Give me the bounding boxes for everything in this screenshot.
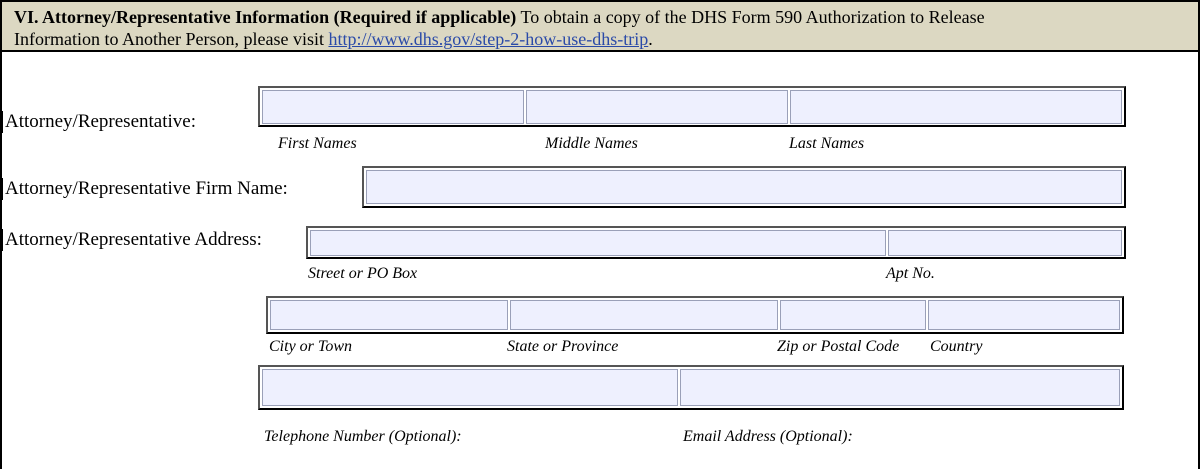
street-field-group — [306, 226, 1126, 259]
header-line-2 — [14, 29, 653, 50]
last-name-field[interactable] — [790, 90, 1122, 124]
first-name-field[interactable] — [262, 90, 524, 124]
middle-name-field[interactable] — [526, 90, 788, 124]
telephone-caption: Telephone Number (Optional): — [264, 428, 462, 445]
state-field[interactable] — [510, 300, 778, 330]
first-names-caption: First Names — [278, 135, 357, 152]
country-field[interactable] — [928, 300, 1120, 330]
email-caption: Email Address (Optional): — [683, 428, 853, 445]
last-names-caption: Last Names — [789, 135, 865, 152]
name-label: Attorney/Representative: — [2, 111, 196, 133]
section-intro: To obtain a copy of the DHS Form 590 Authorization to Release — [516, 7, 985, 27]
contact-field-group — [258, 365, 1124, 410]
city-caption: City or Town — [269, 338, 352, 355]
email-field[interactable] — [680, 369, 1120, 406]
header-line-1 — [14, 7, 985, 28]
firm-field-group — [362, 166, 1126, 208]
apt-field[interactable] — [888, 230, 1122, 256]
firm-label: Attorney/Representative Firm Name: — [2, 178, 288, 200]
address-label: Attorney/Representative Address: — [2, 229, 262, 251]
city-field[interactable] — [270, 300, 508, 330]
street-caption: Street or PO Box — [308, 265, 418, 282]
zip-field[interactable] — [780, 300, 926, 330]
telephone-field[interactable] — [262, 369, 678, 406]
section-header — [2, 0, 1198, 52]
section-title: VI. Attorney/Representative Information (Required if applicable) — [14, 7, 517, 27]
dhs-trip-link[interactable]: http://www.dhs.gov/step-2-how-use-dhs-trip — [328, 29, 649, 49]
country-caption: Country — [930, 338, 983, 355]
period: . — [648, 29, 653, 49]
city-field-group — [266, 296, 1124, 334]
apt-caption: Apt No. — [886, 265, 935, 282]
firm-name-field[interactable] — [366, 170, 1122, 204]
zip-caption: Zip or Postal Code — [777, 338, 900, 355]
section-intro-2: Information to Another Person, please visit — [14, 29, 329, 49]
state-caption: State or Province — [507, 338, 619, 355]
street-field[interactable] — [310, 230, 886, 256]
middle-names-caption: Middle Names — [545, 135, 638, 152]
name-field-group — [258, 86, 1126, 127]
